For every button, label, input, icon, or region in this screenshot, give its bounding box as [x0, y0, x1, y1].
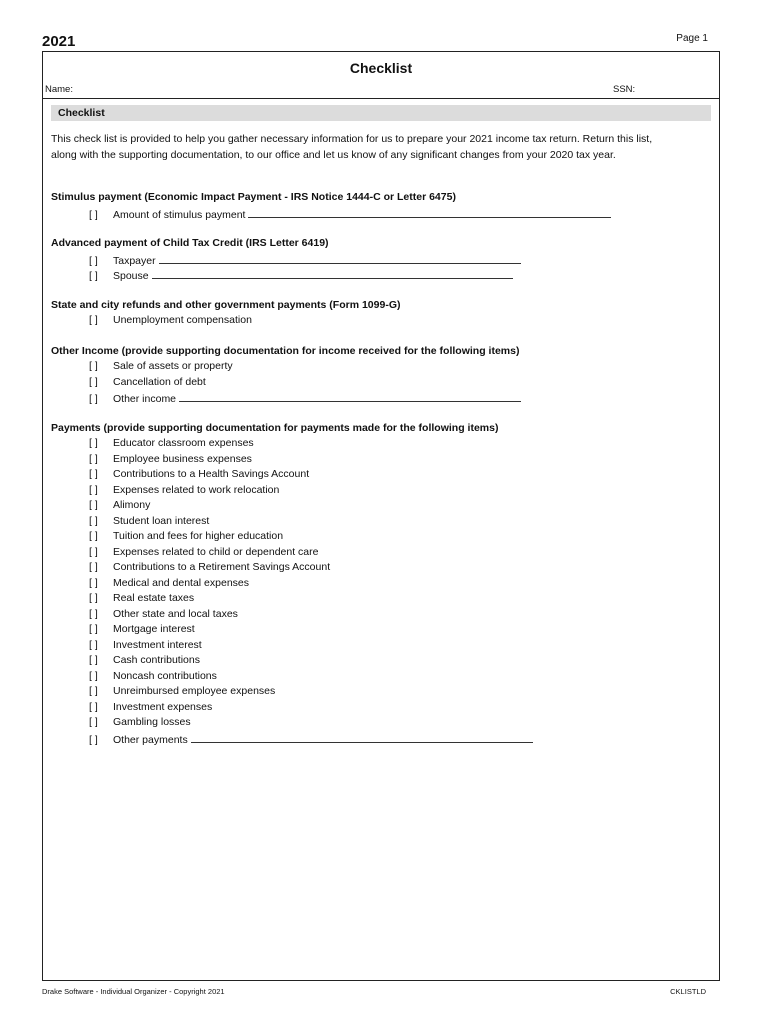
item-label: Cancellation of debt [113, 375, 206, 388]
checklist-item[interactable] [51, 638, 711, 654]
fill-in-line[interactable] [191, 731, 533, 743]
fill-in-line[interactable] [179, 390, 521, 402]
checklist-item[interactable] [51, 653, 711, 669]
name-ssn-row [43, 82, 719, 99]
footer-copyright: Drake Software - Individual Organizer - Copyright 2021 [42, 987, 225, 996]
checkbox[interactable]: [ ] [89, 545, 98, 558]
checklist-item[interactable] [51, 206, 711, 222]
checklist-content [51, 190, 711, 761]
checklist-item[interactable] [51, 715, 711, 731]
item-label: Sale of assets or property [113, 360, 233, 372]
checklist-item[interactable] [51, 700, 711, 716]
checkbox[interactable]: [ ] [89, 437, 98, 449]
checklist-item[interactable] [51, 529, 711, 545]
checklist-item[interactable] [51, 607, 711, 623]
item-label: Employee business expenses [113, 452, 252, 465]
item-label: Contributions to a Retirement Savings Account [113, 561, 331, 573]
checklist-item[interactable] [51, 483, 711, 499]
checkbox[interactable]: [ ] [89, 468, 98, 480]
item-label: Educator classroom expenses [113, 437, 254, 449]
checklist-item[interactable] [51, 267, 711, 283]
checklist-item[interactable] [51, 622, 711, 638]
footer-form-code: CKLISTLD [670, 987, 706, 996]
group-heading: Stimulus payment (Economic Impact Payment - IRS Notice 1444-C or Letter 6475) [51, 191, 456, 203]
checkbox[interactable]: [ ] [89, 685, 98, 697]
group-child-tax-credit [51, 236, 711, 283]
checkbox[interactable]: [ ] [89, 716, 98, 728]
checklist-item[interactable] [51, 560, 711, 576]
form-title: Checklist [349, 60, 413, 76]
checkbox[interactable]: [ ] [89, 638, 98, 651]
checklist-item[interactable] [51, 591, 711, 607]
checkbox[interactable]: [ ] [89, 733, 98, 746]
checklist-item[interactable] [51, 731, 711, 747]
checklist-item[interactable] [51, 467, 711, 483]
item-label: Spouse [113, 270, 149, 282]
item-label: Investment expenses [113, 700, 213, 713]
checklist-item[interactable] [51, 576, 711, 592]
item-label: Other payments [113, 733, 188, 746]
checkbox[interactable]: [ ] [89, 561, 98, 573]
fill-in-line[interactable] [248, 206, 611, 218]
item-label: Real estate taxes [113, 592, 195, 604]
checklist-item[interactable] [51, 452, 711, 468]
fill-in-line[interactable] [152, 267, 513, 279]
checkbox[interactable]: [ ] [89, 623, 98, 635]
item-label: Expenses related to work relocation [113, 483, 280, 496]
item-label: Contributions to a Health Savings Account [113, 468, 310, 480]
checklist-item[interactable] [51, 545, 711, 561]
tax-year: 2021 [42, 33, 76, 50]
checklist-item[interactable] [51, 252, 711, 268]
checklist-item[interactable] [51, 375, 711, 391]
item-label: Cash contributions [113, 654, 200, 666]
item-label: Other income [113, 393, 177, 405]
checkbox[interactable]: [ ] [89, 669, 98, 682]
checklist-item[interactable] [51, 514, 711, 530]
item-label: Tuition and fees for higher education [113, 530, 284, 542]
item-label: Medical and dental expenses [113, 576, 250, 589]
item-label: Unemployment compensation [113, 314, 252, 326]
checkbox[interactable]: [ ] [89, 592, 98, 604]
checklist-item[interactable] [51, 390, 711, 406]
group-heading: Advanced payment of Child Tax Credit (IRS Letter 6419) [51, 237, 329, 249]
checkbox[interactable]: [ ] [89, 314, 98, 326]
item-label: Student loan interest [113, 514, 210, 527]
item-label: Gambling losses [113, 716, 191, 728]
checkbox[interactable]: [ ] [89, 270, 98, 282]
checklist-item[interactable] [51, 669, 711, 685]
checkbox[interactable]: [ ] [89, 607, 98, 620]
checkbox[interactable]: [ ] [89, 360, 98, 372]
item-label: Expenses related to child or dependent care [113, 545, 319, 558]
ssn-label: SSN: [613, 84, 636, 95]
checkbox[interactable]: [ ] [89, 452, 98, 465]
checkbox[interactable]: [ ] [89, 530, 98, 542]
name-label: Name: [45, 84, 73, 95]
checklist-item[interactable] [51, 498, 711, 514]
group-heading: Payments (provide supporting documentation for payments made for the following items) [51, 421, 499, 434]
checkbox[interactable]: [ ] [89, 254, 98, 267]
item-label: Other state and local taxes [113, 607, 238, 620]
group-stimulus [51, 190, 711, 221]
section-header: Checklist [51, 105, 711, 121]
item-label: Noncash contributions [113, 669, 217, 682]
checkbox[interactable]: [ ] [89, 393, 98, 405]
checklist-item[interactable] [51, 313, 711, 329]
item-label: Alimony [113, 499, 151, 511]
checkbox[interactable]: [ ] [89, 499, 98, 511]
fill-in-line[interactable] [159, 252, 521, 264]
group-state-refunds [51, 298, 711, 329]
item-label: Investment interest [113, 638, 202, 651]
checkbox[interactable]: [ ] [89, 700, 98, 713]
group-heading: State and city refunds and other government payments (Form 1099-G) [51, 298, 401, 311]
group-other-income [51, 344, 711, 406]
checklist-item[interactable] [51, 359, 711, 375]
item-label: Mortgage interest [113, 623, 195, 635]
item-label: Amount of stimulus payment [113, 208, 246, 221]
checkbox[interactable]: [ ] [89, 576, 98, 589]
checkbox[interactable]: [ ] [89, 483, 98, 496]
group-heading: Other Income (provide supporting documentation for income received for the following items) [51, 344, 520, 357]
checkbox[interactable]: [ ] [89, 654, 98, 666]
item-label: Unreimbursed employee expenses [113, 685, 276, 697]
checklist-item[interactable] [51, 436, 711, 452]
item-label: Taxpayer [113, 254, 156, 267]
checklist-form [42, 51, 720, 981]
checkbox[interactable]: [ ] [89, 208, 98, 221]
group-payments [51, 421, 711, 747]
checklist-item[interactable] [51, 684, 711, 700]
page-number: Page 1 [676, 33, 708, 44]
checkbox[interactable]: [ ] [89, 514, 98, 527]
intro-text: This check list is provided to help you gather necessary information for us to prepare your 2021 income tax return. Return this list, along with the supporting documentation, to our office and let us know of any significant changes from your 2020 tax year. [51, 133, 653, 161]
checkbox[interactable]: [ ] [89, 375, 98, 388]
